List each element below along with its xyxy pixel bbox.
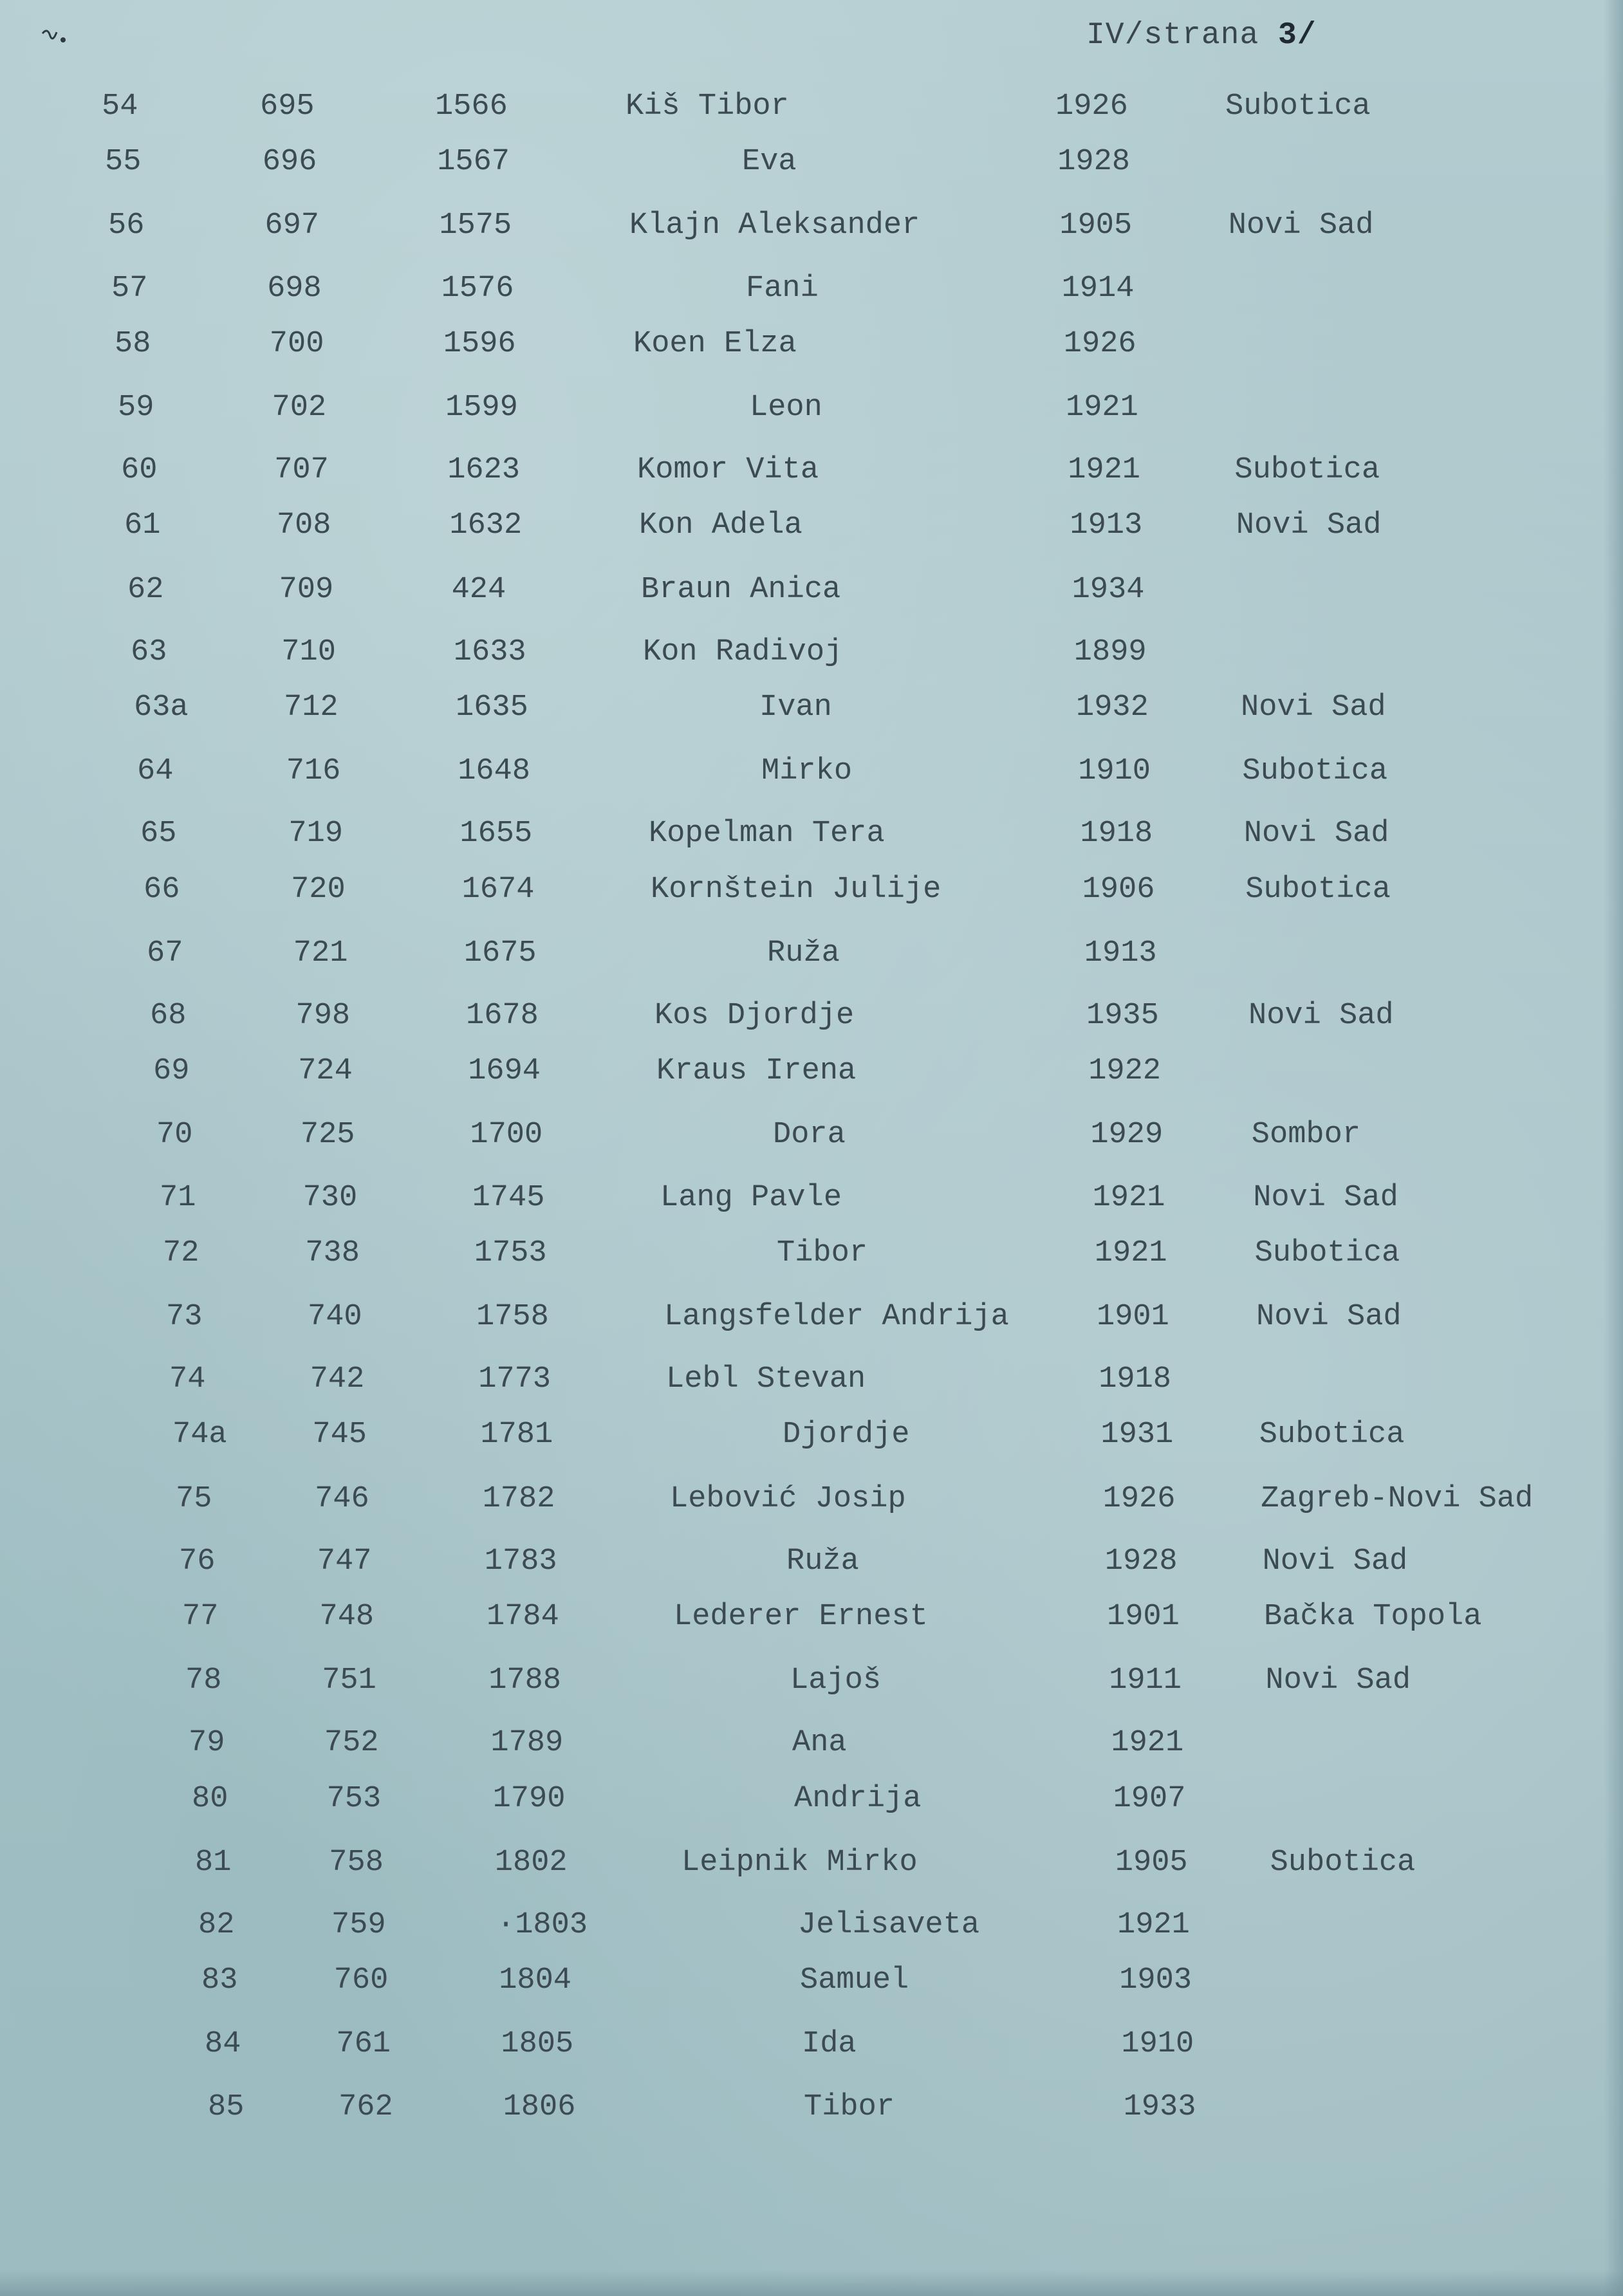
person-name: Dora	[773, 1118, 846, 1153]
birth-year: 1928	[1104, 1544, 1178, 1578]
table-row	[0, 1662, 1623, 1700]
place: Bačka Topola	[1264, 1600, 1482, 1634]
register-number: 758	[329, 1845, 384, 1880]
record-number: 1781	[480, 1418, 553, 1452]
entry-number: 55	[105, 145, 142, 180]
place: Novi Sad	[1265, 1663, 1411, 1698]
place: Subotica	[1225, 89, 1371, 124]
entry-number: 71	[160, 1180, 196, 1215]
record-number: 1753	[474, 1236, 547, 1270]
register-number: 742	[310, 1362, 365, 1397]
record-number: 1789	[490, 1726, 564, 1761]
person-name: Leon	[750, 391, 822, 425]
record-number: 1567	[437, 145, 510, 180]
place: Novi Sad	[1241, 690, 1386, 725]
table-row	[0, 1724, 1623, 1763]
table-row	[0, 1052, 1623, 1091]
person-name: Kiš Tibor	[626, 89, 789, 124]
record-number: 1632	[449, 508, 523, 543]
birth-year: 1913	[1070, 508, 1143, 543]
table-row	[0, 1780, 1623, 1819]
person-name: Koen Elza	[633, 326, 797, 361]
person-name: Lebl Stevan	[666, 1362, 866, 1397]
table-row	[0, 2088, 1623, 2127]
record-number: 1655	[459, 817, 533, 851]
entry-number: 68	[150, 999, 187, 1033]
record-number: 1790	[492, 1781, 566, 1816]
entry-number: 74	[169, 1362, 206, 1397]
birth-year: 1921	[1092, 1180, 1165, 1215]
person-name: Lebović Josip	[670, 1481, 906, 1516]
entry-number: 78	[185, 1663, 222, 1698]
record-number: 1788	[488, 1663, 562, 1698]
birth-year: 1926	[1055, 89, 1128, 124]
register-number: 746	[315, 1481, 369, 1516]
person-name: Lang Pavle	[660, 1180, 842, 1215]
register-number: 719	[288, 817, 344, 851]
record-number: 1599	[445, 391, 518, 425]
header-page-number: 3/	[1278, 18, 1317, 53]
entry-number: 85	[208, 2089, 245, 2124]
register-number: 720	[291, 872, 346, 907]
record-number: 1804	[499, 1963, 572, 1998]
entry-number: 61	[124, 508, 161, 543]
register-number: 751	[322, 1663, 376, 1698]
table-row	[0, 389, 1623, 427]
table-row	[0, 207, 1623, 245]
place: Novi Sad	[1256, 1300, 1402, 1334]
person-name: Kraus Irena	[656, 1054, 857, 1089]
register-number: 698	[267, 271, 322, 306]
table-row	[0, 1416, 1623, 1454]
birth-year: 1903	[1119, 1963, 1192, 1998]
record-number: 1758	[476, 1300, 549, 1334]
birth-year: 1926	[1063, 326, 1136, 361]
person-name: Fani	[746, 271, 819, 306]
record-number: 1805	[501, 2027, 574, 2062]
person-name: Klajn Aleksander	[629, 208, 920, 243]
birth-year: 1905	[1059, 208, 1133, 243]
table-row	[0, 1961, 1623, 2000]
table-row	[0, 451, 1623, 490]
birth-year: 1929	[1090, 1118, 1164, 1153]
register-number: 700	[269, 326, 324, 361]
place: Subotica	[1245, 872, 1391, 907]
person-name: Kon Radivoj	[643, 634, 843, 669]
entry-number: 62	[127, 572, 164, 607]
table-row	[0, 815, 1623, 853]
record-number: 1575	[439, 208, 512, 243]
register-number: 747	[317, 1544, 372, 1578]
place: Subotica	[1259, 1418, 1405, 1452]
table-row	[0, 2025, 1623, 2064]
record-number: 1700	[470, 1118, 543, 1153]
birth-year: 1899	[1073, 634, 1147, 669]
entry-number: 64	[137, 754, 174, 789]
pen-mark-icon	[41, 26, 67, 45]
table-row	[0, 571, 1623, 609]
record-number: 1675	[463, 936, 537, 970]
person-name: Komor Vita	[637, 453, 819, 488]
place: Novi Sad	[1248, 999, 1394, 1033]
table-row	[0, 934, 1623, 973]
birth-year: 1935	[1086, 999, 1159, 1033]
table-row	[0, 1480, 1623, 1519]
register-number: 762	[339, 2089, 393, 2124]
birth-year: 1905	[1115, 1845, 1188, 1880]
birth-year: 1934	[1071, 572, 1145, 607]
entry-number: 58	[115, 326, 151, 361]
table-row	[0, 1298, 1623, 1337]
register-number: 712	[284, 690, 339, 725]
register-number: 708	[276, 508, 331, 543]
record-number: ·1803	[497, 1908, 588, 1942]
entry-number: 69	[153, 1054, 190, 1089]
place: Subotica	[1254, 1236, 1400, 1270]
register-number: 760	[333, 1963, 389, 1998]
record-number: 1648	[458, 754, 531, 789]
entry-number: 67	[147, 936, 183, 970]
place: Novi Sad	[1262, 1544, 1408, 1578]
record-number: 1576	[441, 271, 514, 306]
place: Subotica	[1234, 453, 1380, 488]
table-row	[0, 325, 1623, 364]
person-name: Kornštein Julije	[651, 872, 941, 907]
register-number: 748	[319, 1600, 375, 1634]
register-number: 761	[336, 2027, 391, 2062]
birth-year: 1926	[1102, 1481, 1176, 1516]
entry-number: 76	[179, 1544, 216, 1578]
table-row	[0, 1598, 1623, 1636]
register-number: 740	[308, 1300, 362, 1334]
entry-number: 60	[121, 453, 158, 488]
birth-year: 1911	[1109, 1663, 1182, 1698]
place: Subotica	[1242, 754, 1388, 789]
table-row	[0, 506, 1623, 545]
entry-number: 84	[205, 2027, 241, 2062]
table-row	[0, 1234, 1623, 1273]
entry-number: 63a	[134, 690, 189, 725]
record-number: 1773	[478, 1362, 552, 1397]
place: Novi Sad	[1236, 508, 1382, 543]
birth-year: 1907	[1113, 1781, 1186, 1816]
person-name: Ana	[792, 1726, 847, 1761]
register-number: 709	[279, 572, 334, 607]
person-name: Kopelman Tera	[649, 817, 885, 851]
birth-year: 1922	[1088, 1054, 1162, 1089]
person-name: Langsfelder Andrija	[664, 1300, 1009, 1334]
place: Novi Sad	[1228, 208, 1374, 243]
person-name: Braun Anica	[641, 572, 841, 607]
entry-number: 82	[198, 1908, 235, 1942]
table-row	[0, 752, 1623, 791]
record-number: 1806	[503, 2089, 576, 2124]
birth-year: 1901	[1097, 1300, 1169, 1334]
entry-number: 70	[156, 1118, 193, 1153]
register-number: 724	[298, 1054, 353, 1089]
record-number: 1782	[482, 1481, 555, 1516]
page-header	[1086, 18, 1317, 53]
person-name: Tibor	[804, 2089, 895, 2124]
register-number: 745	[312, 1418, 367, 1452]
record-number: 1596	[443, 326, 516, 361]
birth-year: 1913	[1084, 936, 1157, 970]
record-number: 1745	[472, 1180, 545, 1215]
entry-number: 74a	[172, 1418, 227, 1452]
register-number: 798	[295, 999, 351, 1033]
birth-year: 1931	[1100, 1418, 1174, 1452]
place: Novi Sad	[1243, 817, 1389, 851]
birth-year: 1921	[1117, 1908, 1190, 1942]
birth-year: 1918	[1080, 817, 1153, 851]
place: Novi Sad	[1253, 1180, 1398, 1215]
person-name: Jelisaveta	[798, 1908, 980, 1942]
record-number: 1783	[484, 1544, 557, 1578]
person-name: Eva	[742, 145, 797, 180]
header-prefix: IV/strana	[1086, 18, 1279, 53]
table-row	[0, 1542, 1623, 1581]
birth-year: 1910	[1078, 754, 1151, 789]
place: Sombor	[1251, 1118, 1361, 1153]
birth-year: 1921	[1094, 1236, 1167, 1270]
record-number: 1674	[461, 872, 535, 907]
birth-year: 1928	[1057, 145, 1131, 180]
record-number: 1635	[456, 690, 528, 725]
table-row	[0, 871, 1623, 909]
register-number: 738	[305, 1236, 360, 1270]
person-name: Ida	[802, 2027, 857, 2062]
person-name: Tibor	[777, 1236, 868, 1270]
person-name: Kos Djordje	[654, 999, 855, 1033]
record-number: 1802	[494, 1845, 568, 1880]
birth-year: 1933	[1123, 2089, 1196, 2124]
register-number: 695	[260, 89, 315, 124]
place: Zagreb-Novi Sad	[1261, 1481, 1534, 1516]
register-number: 707	[274, 453, 329, 488]
birth-year: 1932	[1076, 690, 1149, 725]
table-row	[0, 1844, 1623, 1882]
register-number: 702	[272, 391, 327, 425]
register-number: 697	[264, 208, 320, 243]
entry-number: 54	[102, 89, 138, 124]
entry-number: 73	[166, 1300, 203, 1334]
register-number: 716	[286, 754, 341, 789]
birth-year: 1914	[1061, 271, 1135, 306]
person-name: Ruža	[786, 1544, 859, 1578]
person-name: Ivan	[759, 690, 832, 725]
person-name: Leipnik Mirko	[682, 1845, 918, 1880]
register-number: 752	[324, 1726, 379, 1761]
entry-number: 81	[195, 1845, 232, 1880]
table-row	[0, 997, 1623, 1035]
birth-year: 1910	[1121, 2027, 1194, 2062]
table-row	[0, 143, 1623, 181]
person-name: Samuel	[800, 1963, 909, 1998]
table-row	[0, 689, 1623, 727]
table-row	[0, 633, 1623, 672]
record-number: 424	[451, 572, 506, 607]
record-number: 1566	[435, 89, 508, 124]
person-name: Andrija	[794, 1781, 922, 1816]
register-number: 759	[331, 1908, 386, 1942]
person-name: Djordje	[783, 1418, 910, 1452]
entry-number: 57	[111, 271, 148, 306]
register-number: 710	[281, 634, 336, 669]
person-name: Ruža	[767, 936, 840, 970]
entry-number: 83	[201, 1963, 238, 1998]
register-number: 725	[300, 1118, 355, 1153]
entry-number: 75	[176, 1481, 212, 1516]
birth-year: 1921	[1066, 391, 1138, 425]
entry-number: 59	[118, 391, 154, 425]
table-row	[0, 1116, 1623, 1154]
table-row	[0, 1906, 1623, 1945]
register-number: 730	[302, 1180, 358, 1215]
entry-number: 63	[131, 634, 167, 669]
register-number: 696	[262, 145, 317, 180]
entry-number: 79	[189, 1726, 225, 1761]
table-row	[0, 270, 1623, 308]
table-row	[0, 1179, 1623, 1217]
entry-number: 56	[108, 208, 145, 243]
person-name: Kon Adela	[639, 508, 802, 543]
register-number: 721	[293, 936, 348, 970]
birth-year: 1906	[1082, 872, 1155, 907]
birth-year: 1921	[1111, 1726, 1184, 1761]
page-bottom-shadow	[0, 2270, 1623, 2296]
record-number: 1694	[468, 1054, 541, 1089]
birth-year: 1901	[1107, 1600, 1180, 1634]
person-name: Lajoš	[790, 1663, 882, 1698]
person-name: Mirko	[761, 754, 853, 789]
person-name: Lederer Ernest	[674, 1600, 928, 1634]
entry-number: 66	[144, 872, 180, 907]
birth-year: 1921	[1068, 453, 1141, 488]
entry-number: 65	[140, 817, 177, 851]
table-row	[0, 88, 1623, 126]
register-number: 753	[326, 1781, 382, 1816]
record-number: 1623	[447, 453, 521, 488]
place: Subotica	[1270, 1845, 1416, 1880]
entry-number: 80	[192, 1781, 228, 1816]
record-number: 1633	[453, 634, 526, 669]
entry-number: 72	[163, 1236, 199, 1270]
birth-year: 1918	[1099, 1362, 1172, 1397]
table-row	[0, 1360, 1623, 1399]
record-number: 1678	[466, 999, 539, 1033]
entry-number: 77	[182, 1600, 219, 1634]
record-number: 1784	[487, 1600, 559, 1634]
